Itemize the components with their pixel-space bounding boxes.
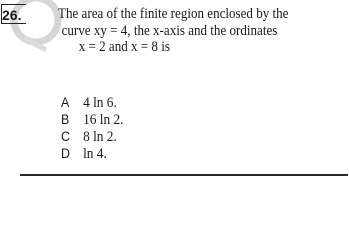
option-text: ln 4. [83, 146, 107, 162]
option-key: A [61, 95, 70, 110]
answer-options [61, 94, 123, 162]
divider [20, 174, 348, 176]
option-b[interactable] [61, 111, 123, 128]
question-stem [58, 6, 319, 56]
option-key: B [61, 112, 70, 127]
option-text: 16 ln 2. [83, 112, 124, 128]
option-d[interactable] [61, 145, 123, 162]
option-key: D [61, 146, 70, 161]
option-c[interactable] [61, 128, 123, 145]
option-text: 4 ln 6. [83, 95, 117, 111]
stem-line: The area of the finite region enclosed by the [58, 6, 289, 22]
option-text: 8 ln 2. [83, 129, 117, 145]
stem-line: x = 2 and x = 8 is [78, 39, 170, 55]
question-number: 26. [2, 7, 22, 23]
stem-line: curve xy = 4, the x-axis and the ordinates [61, 22, 278, 39]
option-key: C [61, 129, 70, 144]
option-a[interactable] [61, 94, 123, 111]
